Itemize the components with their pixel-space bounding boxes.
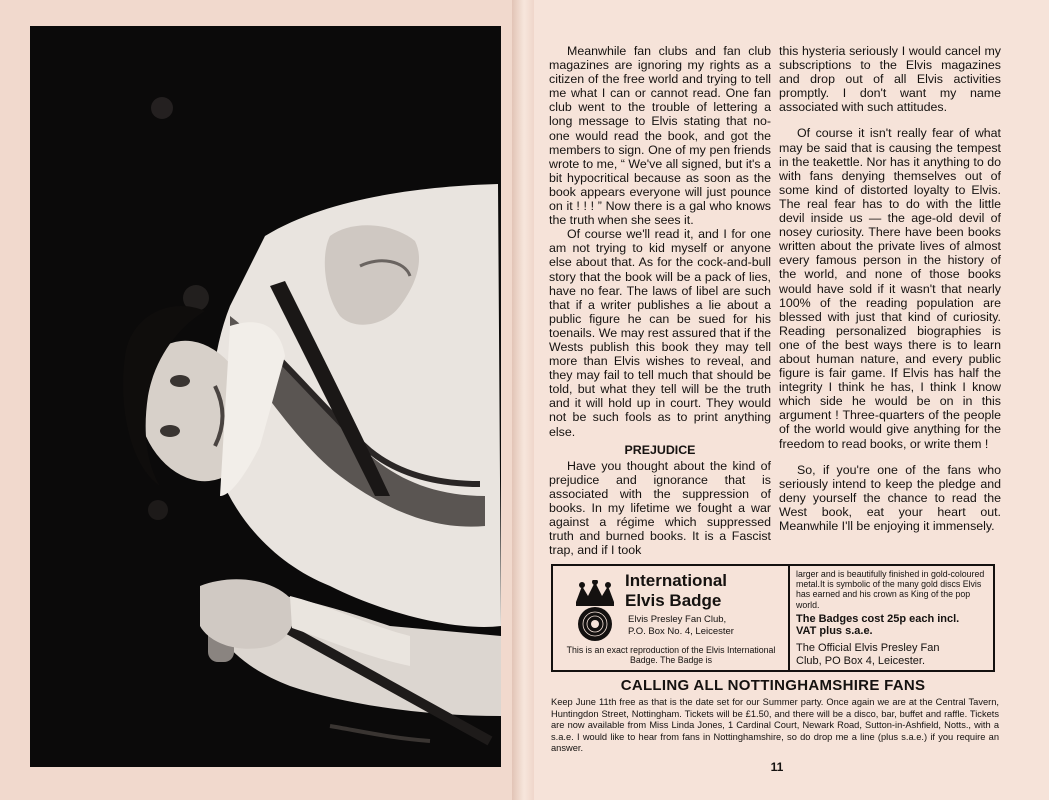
official-line: Club, PO Box 4, Leicester.	[796, 654, 926, 667]
official-club-address	[796, 642, 992, 667]
binding-gutter	[512, 0, 534, 800]
address-line: Elvis Presley Fan Club,	[628, 614, 727, 625]
price-line: VAT plus s.a.e.	[796, 625, 873, 638]
article-column-2	[779, 44, 1001, 533]
article-paragraph: Have you thought about the kind of prejudice and ignorance that is associated with the suppression of books. In my lifetime we fought a war against a régime which suppressed truth and burned books. It is a Fascist trap, and if I took	[549, 458, 771, 558]
article-column-1	[549, 44, 771, 557]
badge-reproduction-note: This is an exact reproduction of the Elvis International Badge. The Badge is	[566, 645, 776, 666]
article-paragraph: So, if you're one of the fans who seriously intend to keep the pledge and deny yourself the chance to read the West book, eat your heart out. Meanwhile I'll be enjoying it immensely.	[779, 462, 1001, 533]
badge-price	[796, 613, 992, 638]
article-paragraph: Of course we'll read it, and I for one am not trying to kid myself or anyone else about that. As for the cock-and-bull story that the book will be a pack of lies, have no fear. The laws of libel are such that if a writer publishes a lie about a public figure he can be sued for his toenails. We may rest assured that if the Wests publish this book they may tell more than Elvis wishes to reveal, and they may fail to tell much that should be told, but what they tell will be the truth and it will hold up in court. They would not be such fools as to print anything else.	[549, 227, 771, 439]
price-line: The Badges cost 25p each incl.	[796, 612, 960, 625]
address-line: P.O. Box No. 4, Leicester	[628, 625, 734, 637]
article-paragraph: this hysteria seriously I would cancel my subscriptions to the Elvis magazines and drop out of all Elvis activities promptly. I don't want my name associated with such attitudes.	[779, 44, 1001, 115]
crown-record-icon	[572, 580, 618, 642]
badge-ad-title-line: International	[625, 571, 728, 590]
badge-ad-title	[625, 571, 785, 611]
page-number: 11	[770, 760, 784, 774]
badge-ad-details	[796, 569, 992, 667]
official-line: The Official Elvis Presley Fan	[796, 642, 940, 654]
subheading-prejudice: PREJUDICE	[624, 442, 696, 457]
badge-description: larger and is beautifully finished in gold-coloured metal.It is symbolic of the many gold discs Elvis has earned and his crown as King of the pop world.	[796, 569, 985, 610]
badge-ad-title-line: Elvis Badge	[625, 591, 722, 610]
article-paragraph: Of course it isn't really fear of what may be said that is causing the tempest in the teakettle. Nor has it anything to do with fans denying themselves out of some kind of distorted loyalty to Elvis. The real fear has to do with the little devil inside us — the age-old devil of nosey curiosity. There have been books written about the private lives of almost every famous person in the history of the world, and none of those books would have sold if it wasn't that nearly 100% of the reading population are blessed with just that kind of curiosity. Reading personalized biographies is one of the best ways there is to learn about human nature, and every public figure is fair game. If Elvis has half the integrity I think he has, I think I know which side he would be on in this argument ! Three-quarters of the people of the world would give anything for the freedom to read books, or write them !	[779, 126, 1001, 451]
badge-advertisement	[551, 564, 995, 672]
badge-ad-address	[628, 614, 788, 637]
ad-divider	[788, 566, 790, 670]
concert-photo	[30, 26, 501, 767]
notts-heading: CALLING ALL NOTTINGHAMSHIRE FANS	[620, 677, 926, 694]
performer-illustration	[30, 26, 501, 767]
article-paragraph: Meanwhile fan clubs and fan club magazines are ignoring my rights as a citizen of the free world and trying to tell me what I can or cannot read. One fan club went to the trouble of lettering a long message to Elvis stating that no-one would read the book, and got the members to sign. One of my pen friends wrote to me, “ We've all signed, but it's a bit hypocritical because as soon as the book appears everyone will just pounce on it ! ! ! ” Now there is a gal who knows the truth when she sees it.	[549, 44, 771, 228]
notts-body: Keep June 11th free as that is the date set for our Summer party. Once again we are at the Central Tavern, Huntingdon Street, Nottingham. Tickets will be £1.50, and there will be a disco, bar, buffet and raffle. Tickets are now available from Miss Linda Jones, 1 Cardinal Court, Newark Road, Sutton-in-Ashfield, Notts., with a s.a.e. I would like to hear from fans in Nottinghamshire, so do drop me a line (plus s.a.e.) if you require an answer.	[551, 697, 999, 754]
